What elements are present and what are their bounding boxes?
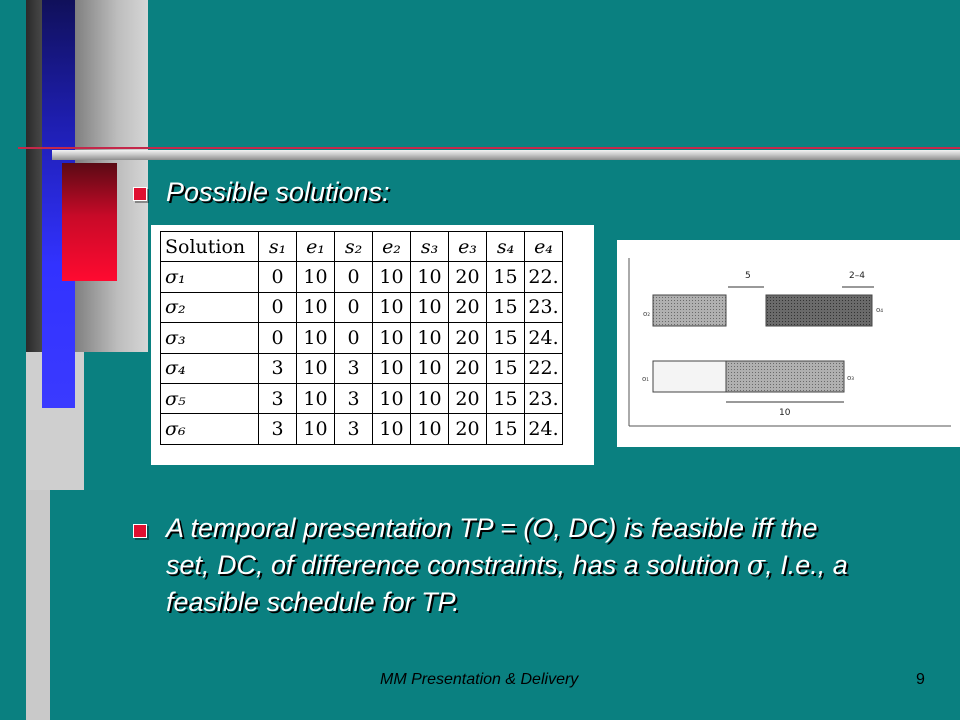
table-cell: 10 — [373, 353, 411, 383]
table-row — [161, 292, 563, 322]
table-row — [161, 383, 563, 413]
table-cell: 23. — [525, 383, 563, 413]
range-label: 2–4 — [849, 271, 865, 281]
table-cell: 24. — [525, 414, 563, 444]
table-cell: 10 — [373, 292, 411, 322]
object-o1-bar — [653, 361, 726, 392]
object-o3-bar — [726, 361, 844, 392]
bullet-text-possible-solutions: Possible solutions: — [166, 177, 390, 207]
table-cell: 15 — [487, 414, 525, 444]
table-cell: 10 — [373, 414, 411, 444]
timeline-diagram — [617, 240, 960, 447]
table-cell: 0 — [259, 323, 297, 353]
table-cell: 15 — [487, 383, 525, 413]
table-header-cell: s₄ — [487, 232, 525, 262]
table-cell: 24. — [525, 323, 563, 353]
table-row — [161, 262, 563, 292]
o2-label: o₂ — [643, 310, 651, 318]
sigma-symbol: σ — [746, 550, 766, 581]
table-cell: 10 — [297, 262, 335, 292]
decor-title-rule — [52, 150, 960, 160]
table-cell: 3 — [259, 383, 297, 413]
bullet-marker — [133, 187, 147, 201]
table-cell: 20 — [449, 383, 487, 413]
table-row — [161, 414, 563, 444]
decor-gray-thin-bar — [26, 490, 50, 720]
table-cell: 10 — [373, 323, 411, 353]
bullet-line — [166, 547, 926, 584]
bullet-marker — [133, 524, 147, 538]
table-header-cell: s₂ — [335, 232, 373, 262]
table-cell: σ₆ — [161, 414, 259, 444]
table-cell: 3 — [335, 414, 373, 444]
bullet-line: feasible schedule for TP. — [166, 587, 460, 617]
table-cell: 10 — [411, 262, 449, 292]
table-cell: 0 — [259, 262, 297, 292]
table-cell: 20 — [449, 262, 487, 292]
table-cell: 20 — [449, 292, 487, 322]
object-o4-bar — [766, 295, 872, 326]
table-cell: 23. — [525, 292, 563, 322]
slide-number: 9 — [916, 671, 925, 688]
table-cell: 10 — [297, 383, 335, 413]
table-cell: 10 — [297, 292, 335, 322]
table-cell: 3 — [259, 353, 297, 383]
table-header-cell: Solution — [161, 232, 259, 262]
table-cell: 10 — [373, 383, 411, 413]
table-cell: 10 — [297, 323, 335, 353]
table-header-cell: s₁ — [259, 232, 297, 262]
object-o2-bar — [653, 295, 726, 326]
table-cell: 10 — [411, 323, 449, 353]
bullet-line-part: , I.e., a — [765, 550, 848, 580]
table-row — [161, 353, 563, 383]
solutions-table — [160, 231, 563, 445]
length-label: 10 — [779, 408, 791, 418]
table-header-cell: e₄ — [525, 232, 563, 262]
table-cell: 20 — [449, 323, 487, 353]
bullet-line-part: set, DC, of difference constraints, has a solution — [166, 550, 747, 580]
table-cell: 22. — [525, 353, 563, 383]
table-row — [161, 323, 563, 353]
o3-label: o₃ — [847, 374, 855, 382]
table-cell: 3 — [335, 383, 373, 413]
table-cell: 10 — [411, 353, 449, 383]
table-cell: 0 — [335, 323, 373, 353]
table-cell: 10 — [297, 353, 335, 383]
o4-label: o₄ — [876, 306, 884, 314]
gap-label: 5 — [745, 271, 751, 281]
footer-title: MM Presentation & Delivery — [380, 671, 579, 688]
table-cell: 15 — [487, 323, 525, 353]
table-cell: σ₄ — [161, 353, 259, 383]
table-cell: σ₃ — [161, 323, 259, 353]
decor-red-bar — [62, 163, 117, 281]
decor-red-rule — [18, 147, 960, 149]
o1-label: o₁ — [642, 375, 650, 383]
table-cell: 20 — [449, 414, 487, 444]
table-cell: 0 — [335, 262, 373, 292]
table-header-row — [161, 232, 563, 262]
table-cell: σ₂ — [161, 292, 259, 322]
table-cell: 10 — [411, 383, 449, 413]
bullet-text-feasibility — [166, 510, 926, 621]
table-cell: 3 — [259, 414, 297, 444]
table-header-cell: e₂ — [373, 232, 411, 262]
timeline-diagram-image — [617, 240, 960, 447]
table-cell: 15 — [487, 292, 525, 322]
table-cell: 10 — [411, 414, 449, 444]
table-cell: 10 — [411, 292, 449, 322]
table-cell: 10 — [297, 414, 335, 444]
table-cell: 20 — [449, 353, 487, 383]
table-header-cell: s₃ — [411, 232, 449, 262]
table-cell: 10 — [373, 262, 411, 292]
table-cell: 0 — [259, 292, 297, 322]
table-cell: σ₁ — [161, 262, 259, 292]
solutions-table-image — [151, 225, 594, 465]
table-header-cell: e₁ — [297, 232, 335, 262]
bullet-line: A temporal presentation TP = (O, DC) is feasible iff the — [166, 513, 818, 543]
table-cell: 22. — [525, 262, 563, 292]
table-cell: 15 — [487, 262, 525, 292]
table-header-cell: e₃ — [449, 232, 487, 262]
table-cell: σ₅ — [161, 383, 259, 413]
table-cell: 15 — [487, 353, 525, 383]
table-cell: 3 — [335, 353, 373, 383]
table-cell: 0 — [335, 292, 373, 322]
